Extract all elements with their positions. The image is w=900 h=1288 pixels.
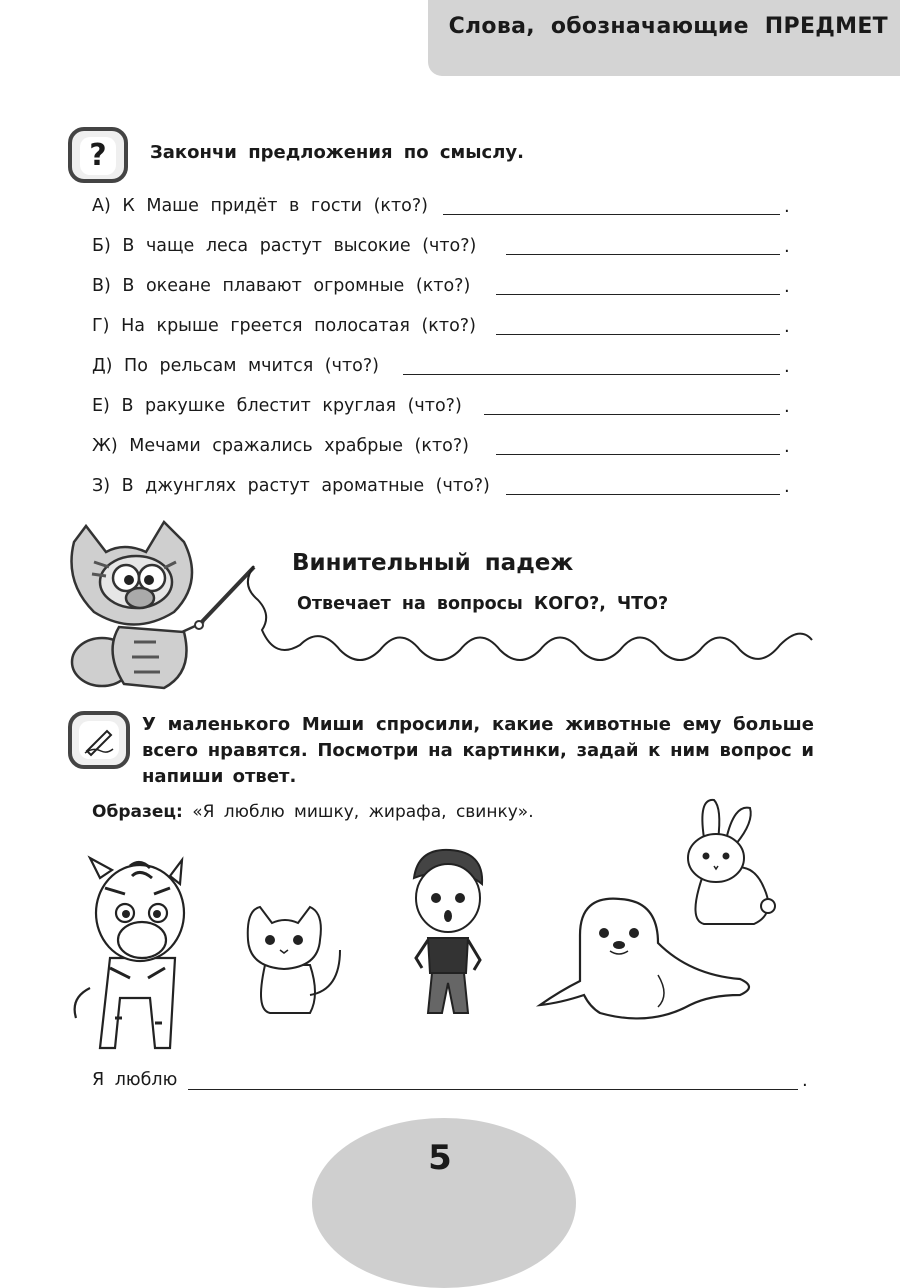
sentence-z: З) В джунглях растут ароматные (что?): [92, 476, 490, 496]
page-topic-title: Слова, обозначающие ПРЕДМЕТ: [448, 14, 888, 39]
sentence-e: Е) В ракушке блестит круглая (что?): [92, 396, 462, 416]
answer-end-mark: .: [802, 1070, 808, 1091]
sentence-d: Д) По рельсам мчится (что?): [92, 356, 379, 376]
answer-prefix: Я люблю: [92, 1070, 178, 1090]
kitten-illustration: [240, 905, 344, 1015]
task2-instruction: У маленького Миши спросили, какие животные ему больше всего нравятся. Посмотри на картинки, задай к ним вопрос и напиши ответ.: [142, 714, 814, 787]
pencil-write-icon: [68, 711, 130, 769]
pencil-icon: [83, 725, 115, 755]
sentence-end-v: .: [784, 276, 790, 297]
sentence-end-d: .: [784, 356, 790, 377]
sample-answer: [92, 802, 534, 822]
task1-instruction: Закончи предложения по смыслу.: [150, 142, 524, 163]
sample-text: «Я люблю мишку, жирафа, свинку».: [192, 802, 534, 822]
rule-subtitle: Отвечает на вопросы КОГО?, ЧТО?: [297, 594, 669, 614]
sentence-end-z: .: [784, 476, 790, 497]
zebra-illustration: [70, 858, 200, 1058]
sentence-end-e: .: [784, 396, 790, 417]
sentence-g: Г) На крыше греется полосатая (кто?): [92, 316, 476, 336]
sentence-end-a: .: [784, 196, 790, 217]
rabbit-illustration: [684, 798, 776, 926]
sentence-end-b: .: [784, 236, 790, 257]
sentence-a: А) К Маше придёт в гости (кто?): [92, 196, 429, 216]
rule-title: Винительный падеж: [292, 550, 574, 576]
page-number: 5: [428, 1138, 452, 1178]
sentence-zh: Ж) Мечами сражались храбрые (кто?): [92, 436, 469, 456]
sample-label: Образец:: [92, 802, 183, 822]
sentence-end-zh: .: [784, 436, 790, 457]
sentence-v: В) В океане плавают огромные (кто?): [92, 276, 471, 296]
sentence-b: Б) В чаще леса растут высокие (что?): [92, 236, 477, 256]
question-mark: ?: [80, 137, 116, 175]
boy-illustration: [408, 848, 488, 1020]
answer-line-task2[interactable]: [188, 1089, 798, 1090]
sentence-end-g: .: [784, 316, 790, 337]
